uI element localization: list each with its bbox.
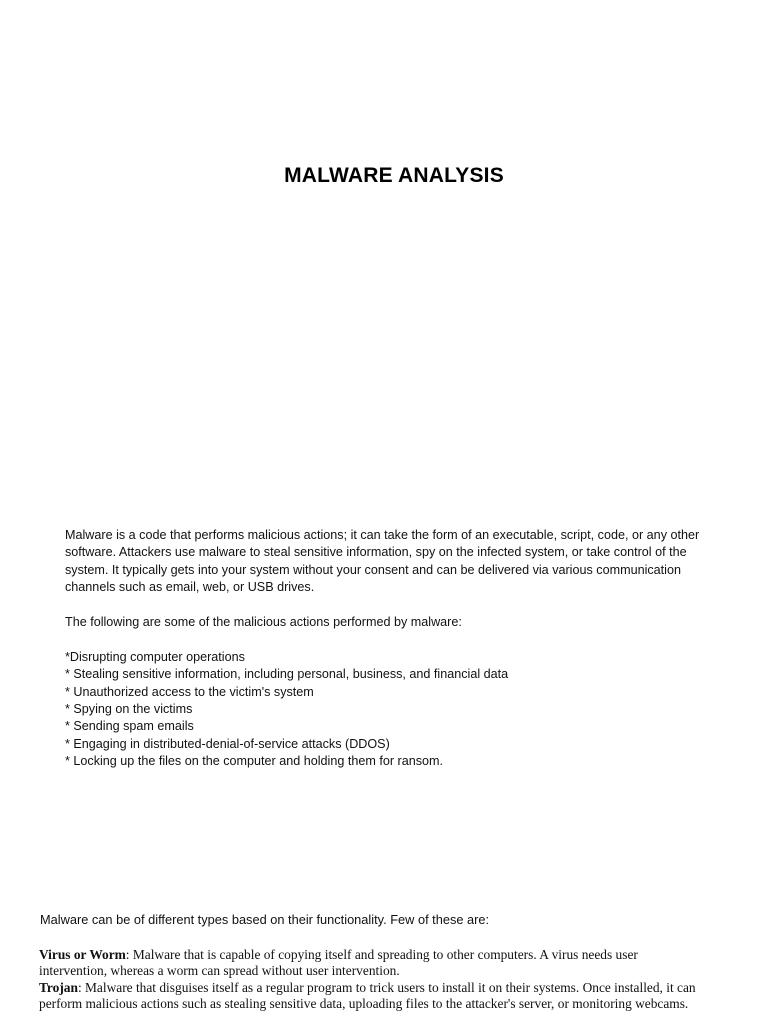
list-item: * Locking up the files on the computer and holding them for ransom. xyxy=(65,754,444,769)
list-item: * Unauthorized access to the victim's system xyxy=(65,684,314,699)
intro-paragraph: Malware is a code that performs malicious actions; it can take the form of an executable, script, code, or any other software. Attackers use malware to steal sensitive information, spy on the infected system, or take control of the system. It typically gets into your system without your consent and can be delivered via various communication channels such as email, web, or USB drives. xyxy=(65,528,700,595)
page-title: MALWARE ANALYSIS xyxy=(284,164,504,187)
malware-type-virus-worm xyxy=(39,947,699,980)
type-description: : Malware that is capable of copying itself and spreading to other computers. A virus needs user intervention, whereas a worm can spread without user intervention. xyxy=(39,947,638,979)
actions-lead: The following are some of the malicious actions performed by malware: xyxy=(65,615,462,630)
list-item: * Spying on the victims xyxy=(65,702,193,717)
type-description: : Malware that disguises itself as a regular program to trick users to install it on their systems. Once installed, it can perform malicious actions such as stealing sensitive data, uploading files to the attacker's server, or monitoring webcams. xyxy=(39,979,696,1012)
list-item: *Disrupting computer operations xyxy=(65,649,245,664)
list-item: * Engaging in distributed-denial-of-service attacks (DDOS) xyxy=(65,736,390,751)
intro-section xyxy=(65,527,705,771)
list-item: * Sending spam emails xyxy=(65,719,194,734)
malware-types-list xyxy=(39,947,699,1013)
malware-types-lead: Malware can be of different types based on their functionality. Few of these are: xyxy=(40,912,490,927)
list-item: * Stealing sensitive information, including personal, business, and financial data xyxy=(65,667,509,682)
malware-type-trojan xyxy=(39,980,699,1013)
type-term: Trojan xyxy=(39,979,78,995)
malicious-actions-list xyxy=(65,649,705,771)
type-term: Virus or Worm xyxy=(39,947,126,962)
